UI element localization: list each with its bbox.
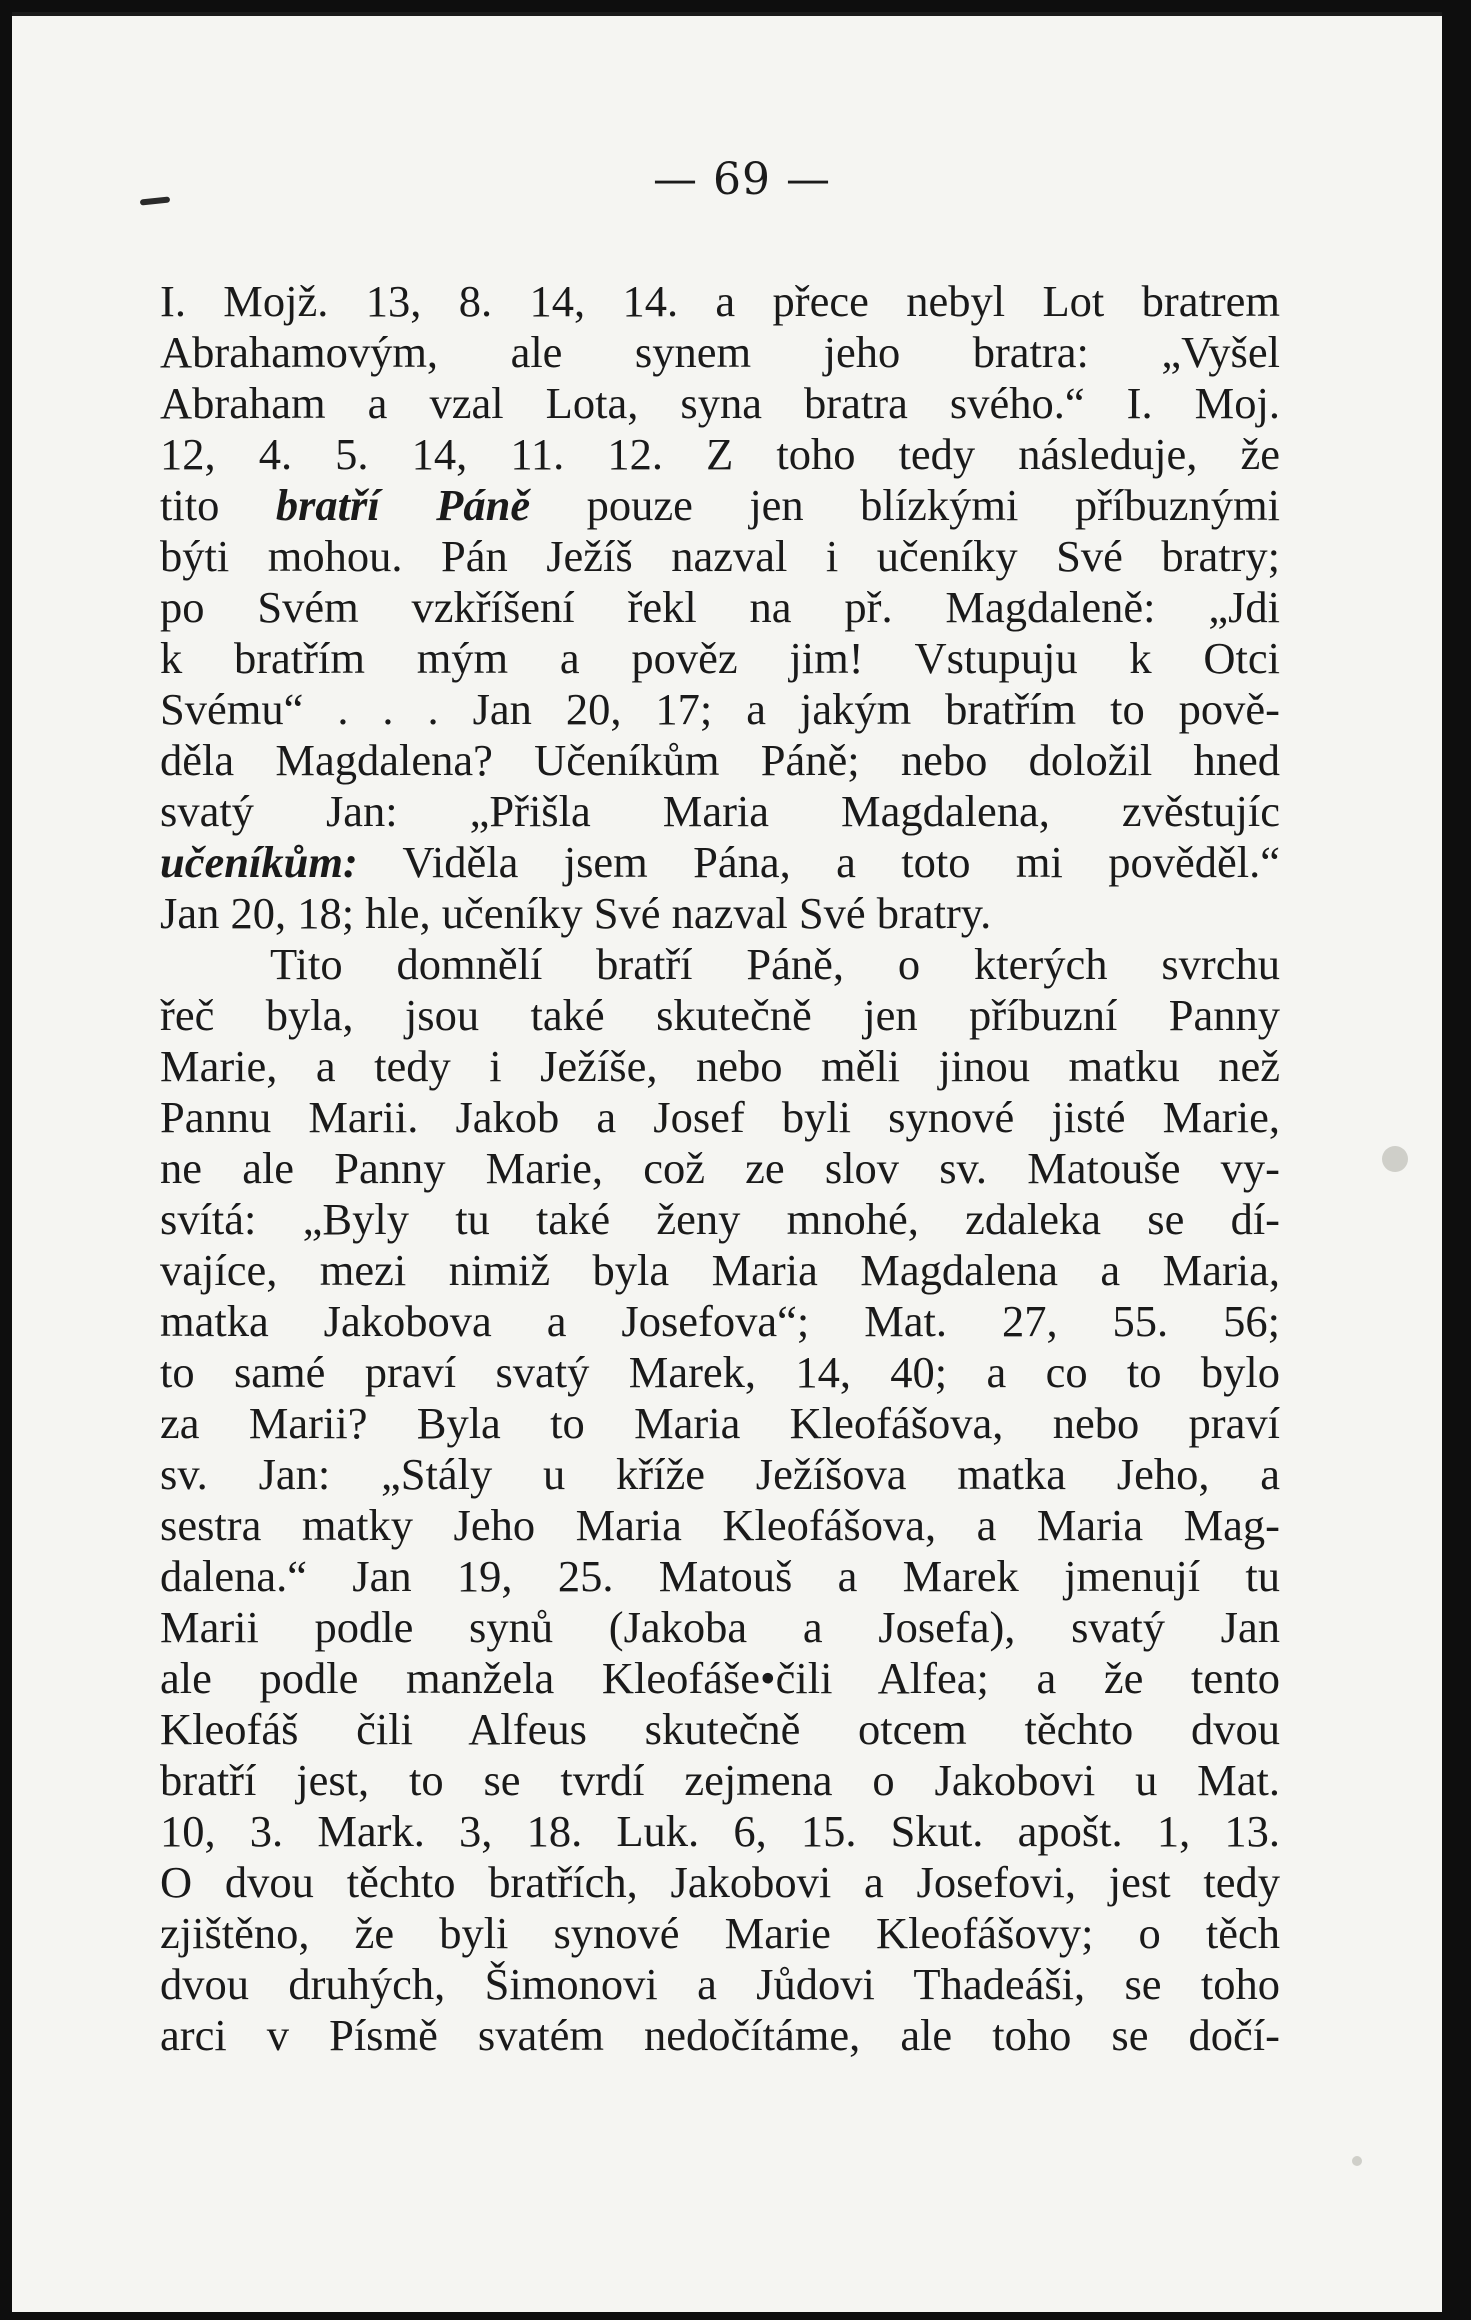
text-line — [160, 1908, 1280, 1959]
text-line — [160, 1194, 1280, 1245]
text-segment: Viděla jsem Pána, a toto mi pověděl.“ — [357, 837, 1280, 887]
text-segment: Tito domnělí bratří Páně, o kterých svrchu — [270, 939, 1280, 989]
text-line — [160, 582, 1280, 633]
text-segment: Kleofáš čili Alfeus skutečně otcem těchto dvou — [160, 1704, 1280, 1754]
text-line — [160, 1857, 1280, 1908]
text-line — [160, 2010, 1280, 2061]
text-segment: k bratřím mým a pověz jim! Vstupuju k Otci — [160, 633, 1280, 683]
text-line — [160, 1704, 1280, 1755]
text-segment: pouze jen blízkými příbuznými — [530, 480, 1281, 530]
text-segment: 10, 3. Mark. 3, 18. Luk. 6, 15. Skut. apošt. 1, 13. — [160, 1806, 1280, 1856]
text-segment: Abraham a vzal Lota, syna bratra svého.“ I. Moj. — [160, 378, 1280, 428]
text-segment: arci v Písmě svatém nedočítáme, ale toho se dočí- — [160, 2010, 1280, 2060]
text-segment: Pannu Marii. Jakob a Josef byli synové jisté Marie, — [160, 1092, 1280, 1142]
text-line — [160, 1296, 1280, 1347]
text-line — [160, 327, 1280, 378]
text-line — [160, 990, 1280, 1041]
text-segment: O dvou těchto bratřích, Jakobovi a Josefovi, jest tedy — [160, 1857, 1280, 1907]
text-line — [160, 1755, 1280, 1806]
paper-speck — [1382, 1146, 1408, 1172]
text-segment: Marie, a tedy i Ježíše, nebo měli jinou matku než — [160, 1041, 1280, 1091]
text-segment: matka Jakobova a Josefova“; Mat. 27, 55. 56; — [160, 1296, 1280, 1346]
text-segment: I. Mojž. 13, 8. 14, 14. a přece nebyl Lot bratrem — [160, 276, 1280, 326]
text-line — [160, 735, 1280, 786]
text-line — [160, 429, 1280, 480]
text-line — [160, 1551, 1280, 1602]
text-line — [160, 786, 1280, 837]
text-segment: Abrahamovým, ale synem jeho bratra: „Vyšel — [160, 327, 1280, 377]
text-line — [160, 1449, 1280, 1500]
text-segment: ale podle manžela Kleofáše•čili Alfea; a že tento — [160, 1653, 1280, 1703]
text-segment: dalena.“ Jan 19, 25. Matouš a Marek jmenují tu — [160, 1551, 1280, 1601]
text-segment: 12, 4. 5. 14, 11. 12. Z toho tedy následuje, že — [160, 429, 1280, 479]
paper-speck — [1352, 2156, 1362, 2166]
text-line — [160, 531, 1280, 582]
text-line — [160, 1806, 1280, 1857]
text-line — [160, 1602, 1280, 1653]
text-segment: děla Magdalena? Učeníkům Páně; nebo doložil hned — [160, 735, 1280, 785]
text-line — [160, 1398, 1280, 1449]
text-segment: zjištěno, že byli synové Marie Kleofášovy; o těch — [160, 1908, 1280, 1958]
text-segment: řeč byla, jsou také skutečně jen příbuzní Panny — [160, 990, 1280, 1040]
text-segment: svítá: „Byly tu také ženy mnohé, zdaleka se dí- — [160, 1194, 1280, 1244]
text-line — [160, 1245, 1280, 1296]
text-line — [160, 276, 1280, 327]
body-text — [160, 276, 1280, 2061]
text-line — [160, 1347, 1280, 1398]
text-segment: to samé praví svatý Marek, 14, 40; a co to bylo — [160, 1347, 1280, 1397]
text-segment: ne ale Panny Marie, což ze slov sv. Matouše vy- — [160, 1143, 1280, 1193]
text-segment: sestra matky Jeho Maria Kleofášova, a Maria Mag- — [160, 1500, 1280, 1550]
text-line — [160, 1653, 1280, 1704]
text-segment: za Marii? Byla to Maria Kleofášova, nebo praví — [160, 1398, 1280, 1448]
text-segment: vajíce, mezi nimiž byla Maria Magdalena a Maria, — [160, 1245, 1280, 1295]
text-segment: bratří jest, to se tvrdí zejmena o Jakobovi u Mat. — [160, 1755, 1280, 1805]
emphasized-text: učeníkům: — [160, 837, 358, 887]
text-segment: Jan 20, 18; hle, učeníky Své nazval Své bratry. — [160, 888, 992, 938]
text-segment: sv. Jan: „Stály u kříže Ježíšova matka Jeho, a — [160, 1449, 1280, 1499]
text-line — [160, 1041, 1280, 1092]
text-line — [160, 1143, 1280, 1194]
text-segment: dvou druhých, Šimonovi a Jůdovi Thadeáši, se toho — [160, 1959, 1280, 2009]
text-line — [160, 378, 1280, 429]
text-segment: Svému“ . . . Jan 20, 17; a jakým bratřím to pově- — [160, 684, 1280, 734]
page-number: — 69 — — [653, 154, 831, 205]
book-page — [12, 12, 1442, 2312]
text-line — [160, 1092, 1280, 1143]
text-line — [160, 480, 1280, 531]
text-line — [160, 1959, 1280, 2010]
text-segment: tito — [160, 480, 276, 530]
text-segment: Marii podle synů (Jakoba a Josefa), svatý Jan — [160, 1602, 1280, 1652]
text-line — [160, 1500, 1280, 1551]
text-segment: býti mohou. Pán Ježíš nazval i učeníky Své bratry; — [160, 531, 1280, 581]
text-line — [160, 939, 1280, 990]
text-line — [160, 837, 1280, 888]
text-line — [160, 684, 1280, 735]
text-line — [160, 888, 1280, 939]
emphasized-text: bratří Páně — [275, 480, 531, 530]
text-segment: po Svém vzkříšení řekl na př. Magdaleně: „Jdi — [160, 582, 1280, 632]
text-segment: svatý Jan: „Přišla Maria Magdalena, zvěstujíc — [160, 786, 1280, 836]
text-line — [160, 633, 1280, 684]
